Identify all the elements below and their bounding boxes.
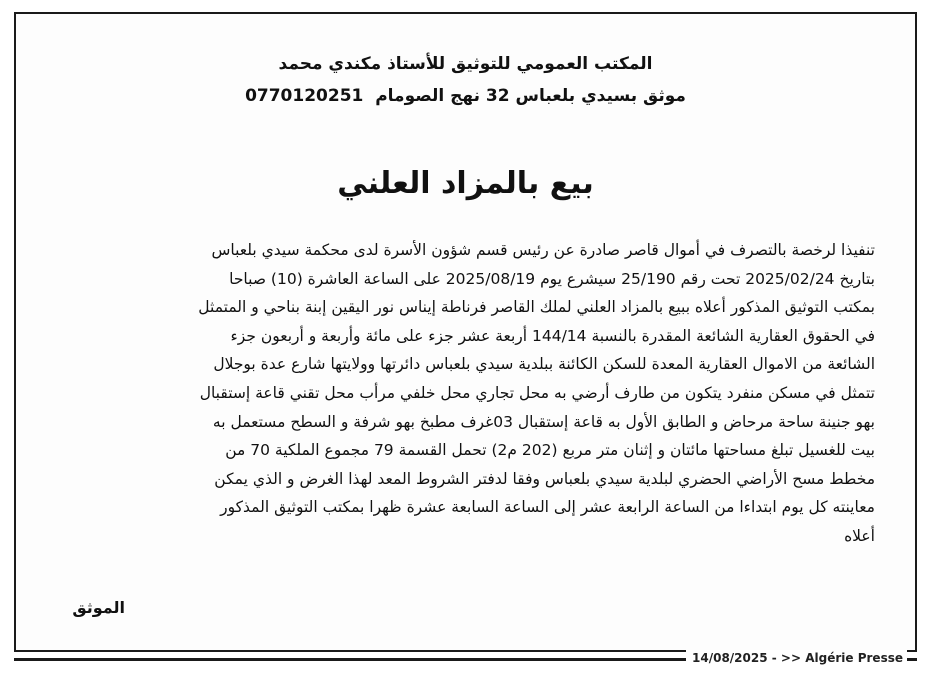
notice-frame <box>14 12 917 652</box>
notice-body-text: تنفيذا لرخصة بالتصرف في أموال قاصر صادرة عن رئيس قسم شؤون الأسرة لدى محكمة سيدي بلعباس بتاريخ 2025/02/24 تحت رقم 25/190 سيشرع يوم 2025/08/19 على الساعة العاشرة (10) صباحا بمكتب التوثيق المذكور أعلاه ببيع بالمزاد العلني لملك القاصر فرناطة إيناس نور اليقين إبنة بناحي و المتمثل في الحقوق العقارية الشائعة المقدرة بالنسبة 144/14 أربعة عشر جزء على مائة وأربعة و أربعون جزء الشائعة من الاموال العقارية المعدة للسكن الكائنة ببلدية سيدي بلعباس دائرتها وولايتها شارع عدة بوجلال تتمثل في مسكن منفرد يتكون من طارف أرضي به محل تجاري محل خلفي مرأب محل تقني قاعة إستقبال بهو جنينة ساحة مرحاض و الطابق الأول به قاعة إستقبال 03غرف مطبخ بهو شرفة و السطح مستعمل به بيت للغسيل تبلغ مساحتها مائتان و إثنان متر مربع (202 م2) تحمل القسمة 79 مجموع الملكية 70 من مخطط مسح الأراضي الحضري لبلدية سيدي بلعباس وفقا لدفتر الشروط المعد لهذا الغرض و الذي يمكن معاينته كل يوم ابتداءا من الساعة الرابعة عشر إلى الساعة السابعة عشرة ظهرا بمكتب التوثيق المذكور أعلاه <box>198 241 875 545</box>
notary-header <box>16 48 915 112</box>
address-text: موثق بسيدي بلعباس 32 نهج الصومام <box>375 86 686 106</box>
office-name: المكتب العمومي للتوثيق للأستاذ مكندي محمد <box>278 54 653 74</box>
phone-number: 0770120251 <box>245 86 364 106</box>
notice-title: بيع بالمزاد العلني <box>337 166 594 201</box>
footer-label <box>686 650 907 666</box>
footer-date: 14/08/2025 <box>692 651 768 665</box>
notary-signature: الموثق <box>72 598 125 617</box>
footer-source: Algérie Presse <box>805 651 903 665</box>
page-footer <box>14 650 917 666</box>
footer-separator: - >> <box>771 651 802 665</box>
office-address <box>16 80 915 112</box>
notice-body <box>72 236 875 551</box>
